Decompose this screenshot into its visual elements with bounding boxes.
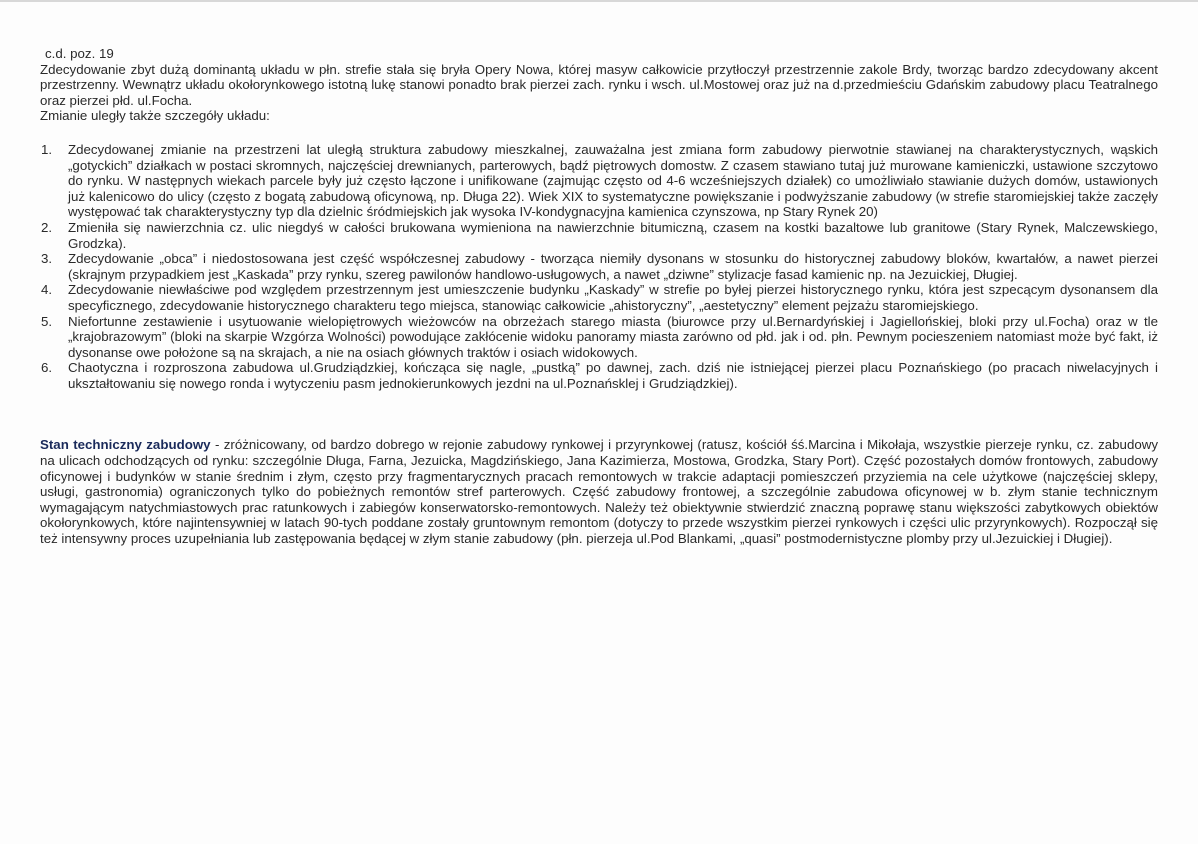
technical-condition-heading: Stan techniczny zabudowy <box>40 437 211 453</box>
list-item-number: 3. <box>41 251 53 267</box>
list-item-text: Zdecydowanie niewłaściwe pod względem przestrzennym jest umieszczenie budynku „Kaskady” w strefie po byłej pierzei historycznego rynku, która jest szpecącym dysonansem dla specyficznego, zdecydowanie historycznego charakteru tego miejsca, stanowiąc całkowicie „ahistoryczny”, „aestetyczny” element pejzażu staromiejskiego. <box>68 282 1158 313</box>
intro-paragraph: Zdecydowanie zbyt dużą dominantą układu w płn. strefie stała się bryła Opery Nowa, której masyw całkowicie przytłoczył przestrzennie zakole Brdy, tworząc bardzo zdecydowany akcent przestrzenny. Wewnątrz układu okołorynkowego istotną lukę stanowi ponadto brak pierzei zach. rynku i wsch. ul.Mostowej oraz już na d.przedmieściu Gdańskim zabudowy placu Teatralnego oraz pierzei płd. ul.Focha. <box>40 61 1158 108</box>
intro-lead-in: Zmianie uległy także szczegóły układu: <box>40 108 270 124</box>
list-item <box>40 251 1158 282</box>
document-reference: c.d. poz. 19 <box>45 46 114 61</box>
list-item <box>40 314 1158 361</box>
list-item-text: Zmieniła się nawierzchnia cz. ulic niegdyś w całości brukowana wymieniona na nawierzchnie bitumiczną, czasem na kostki bazaltowe lub granitowe (Stary Rynek, Malczewskiego, Grodzka). <box>68 219 1158 251</box>
list-item-number: 1. <box>41 141 53 157</box>
list-item <box>40 282 1158 313</box>
list-item-number: 2. <box>41 219 53 235</box>
list-item-text: Niefortunne zestawienie i usytuowanie wielopiętrowych wieżowców na obrzeżach starego miasta (biurowce przy ul.Bernardyńskiej i Jagiellońskiej, bloki przy ul.Focha) oraz w tle „krajobrazowym” (bloki na skarpie Wzgórza Wolności) powodujące zakłócenie widoku panoramy miasta zarówno od płd. jak i od. płn. Pewnym pocieszeniem natomiast może być fakt, iż dysonanse owe położone są na skrajach, a nie na osiach głównych traktów i osiach widokowych. <box>68 313 1158 360</box>
list-item-text: Zdecydowanie „obca” i niedostosowana jest część współczesnej zabudowy - tworząca niemiły dysonans w stosunku do historycznej zabudowy bloków, kwartałów, a nawet pierzei (skrajnym przypadkiem jest „Kaskada” przy rynku, szereg pawilonów handlowo-usługowych, a nawet „dziwne” stylizacje fasad kamienic np. na Jezuickiej, Długiej. <box>68 251 1158 282</box>
list-item-number: 5. <box>41 313 53 329</box>
list-item <box>40 142 1158 220</box>
technical-condition-text: - zróżnicowany, od bardzo dobrego w rejonie zabudowy rynkowej i przyrynkowej (ratusz, kościół śś.Marcina i Mikołaja, wszystkie pierzeje rynku, cz. zabudowy na ulicach odchodzących od rynku: szczególnie Długa, Farna, Jezuicka, Magdzińskiego, Jana Kazimierza, Mostowa, Grodzka, Stary Port). Część pozostałych domów frontowych, zabudowy oficynowej i budynków w stanie średnim i złym, często przy fragmentarycznych pracach remontowych w trakcie adaptacji pomieszczeń przyziemia na cele użytkowe (najczęściej sklepy, usługi, gastronomia) ograniczonych tylko do pobieżnych remontów stref parterowych. Część zabudowy frontowej, a szczególnie zabudowa oficynowej w b. złym stanie technicznym wymagającym natychmiastowych prac ratunkowych i zabiegów konserwatorsko-remontowych. Należy też obiektywnie stwierdzić znaczną poprawę stanu większości zabytkowych obiektów okołorynkowych, które najintensywniej w latach 90-tych poddane zostały gruntownym remontom (dotyczy to przede wszystkim pierzei rynkowych i części ulic przyrynkowych). Rozpoczął się też intensywny proces uzupełniania lub zastępowania będącej w złym stanie zabudowy (płn. pierzeja ul.Pod Blankami, „quasi” postmodernistyczne plomby przy ul.Jezuickiej i Długiej). <box>40 437 1158 547</box>
list-item <box>40 220 1158 251</box>
list-item-number: 6. <box>41 360 53 376</box>
intro-section <box>40 46 1158 124</box>
list-item-text: Chaotyczna i rozproszona zabudowa ul.Grudziądzkiej, kończąca się nagle, „pustką” po dawnej, zach. dziś nie istniejącej pierzei placu Poznańskiego (po pracach niwelacyjnych i ukształtowaniu się nowego ronda i wytyczeniu pasm jednokierunkowych jezdni na ul.Poznańsklej i Grudziądzkiej). <box>68 360 1158 391</box>
technical-condition-paragraph <box>40 437 1158 546</box>
list-item-number: 4. <box>41 282 53 298</box>
changes-list <box>40 142 1158 392</box>
list-item <box>40 360 1158 391</box>
list-item-text: Zdecydowanej zmianie na przestrzeni lat uległą struktura zabudowy mieszkalnej, zauważalna jest zmiana form zabudowy pierwotnie stawianej na charakterystycznych, wąskich „gotyckich” działkach w postaci skromnych, najczęściej drewnianych, parterowych, bądź piętrowych domostw. Z czasem stawiano tutaj już murowane kamieniczki, ustawione szczytowo do rynku. W następnych wiekach parcele były już często łączone i unifikowane (zajmując często od 4-6 wcześniejszych działek) co umożliwiało stawianie dużych domów, ustawionych już kalenicowo do ulicy (często z bogatą zabudową oficynową, np. Długa 22). Wiek XIX to systematyczne powiększanie i podwyższanie zabudowy (w strefie staromiejskiej także zaczęły występować tak charakterystyczny typ dla dzielnic śródmiejskich jak wysoka IV-kondygnacyjna kamienica czynszowa, np Stary Rynek 20) <box>68 141 1158 220</box>
document-content <box>40 46 1158 560</box>
